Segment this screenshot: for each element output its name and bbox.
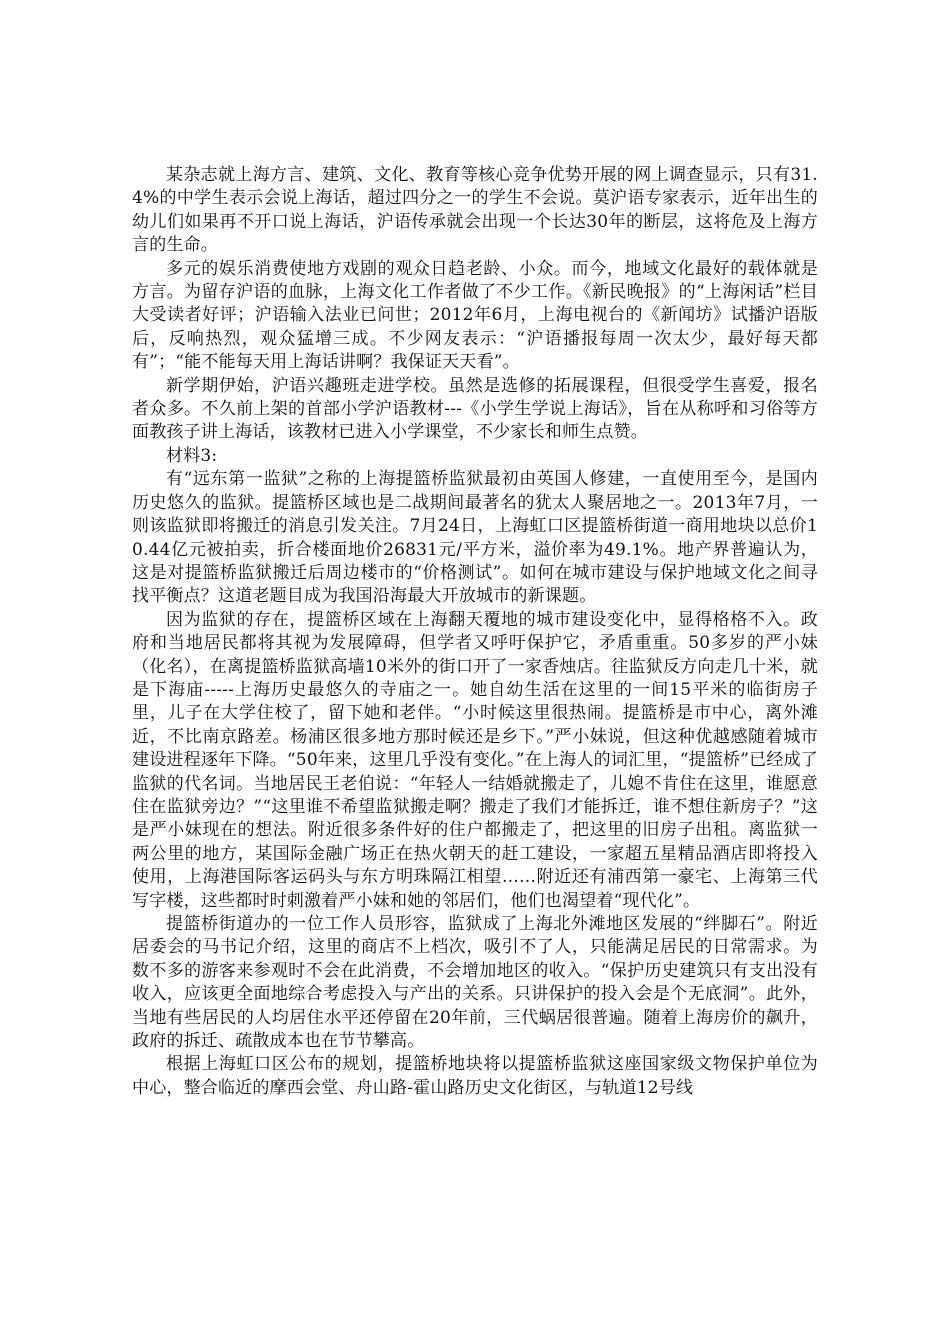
paragraph-school: 新学期伊始，沪语兴趣班走进学校。虽然是选修的拓展课程，但很受学生喜爱，报名者众多。不久前上架的首部小学沪语教材---《小学生学说上海话》，旨在从称呼和习俗等方面教孩子讲上海话，该教材已进入小学课堂，不少家长和师生点赞。 (132, 375, 818, 443)
material-label: 材料3: (166, 445, 218, 466)
paragraph-residents: 因为监狱的存在，提篮桥区域在上海翻天覆地的城市建设变化中，显得格格不入。政府和当地居民都将其视为发展障碍，但学者又呼吁保护它，矛盾重重。50多岁的严小妹（化名），在离提篮桥监狱高墙10米外的街口开了一家香烛店。往监狱反方向走几十米，就是下海庙-----上海历史最悠久的寺庙之一。她自幼生活在这里的一间15平米的临街房子里，儿子在大学住校了，留下她和老伴。“小时候这里很热闹。提篮桥是市中心，离外滩近，不比南京路差。杨浦区很多地方那时候还是乡下。”严小妹说，但这种优越感随着城市建设进程逐年下降。“50年来，这里几乎没有变化。”在上海人的词汇里，“提篮桥”已经成了监狱的代名词。当地居民王老伯说：“年轻人一结婚就搬走了，儿媳不肯住在这里，谁愿意住在监狱旁边？”“这里谁不希望监狱搬走啊？搬走了我们才能拆迁，谁不想住新房子？”这是严小妹现在的想法。附近很多条件好的住户都搬走了，把这里的旧房子出租。离监狱一两公里的地方，某国际金融广场正在热火朝天的赶工建设，一家超五星精品酒店即将投入使用，上海港国际客运码头与东方明珠隔江相望……附近还有浦西第一豪宅、上海第三代写字楼，这些都时时刺激着严小妹和她的邻居们，他们也渴望着“现代化”。 (132, 609, 818, 911)
paragraph-plan: 根据上海虹口区公布的规划，提篮桥地块将以提篮桥监狱这座国家级文物保护单位为中心，整合临近的摩西会堂、舟山路-霍山路历史文化街区，与轨道12号线 (132, 1054, 818, 1098)
paragraph-obstacle: 提篮桥街道办的一位工作人员形容，监狱成了上海北外滩地区发展的“绊脚石”。附近居委会的马书记介绍，这里的商店不上档次，吸引不了人，只能满足居民的日常需求。为数不多的游客来参观时不会在此消费，不会增加地区的收入。“保护历史建筑只有支出没有收入，应该更全面地综合考虑投入与产出的关系。只讲保护的投入会是个无底洞”。此外，当地有些居民的人均居住水平还停留在20年前，三代蜗居很普遍。随着上海房价的飙升，政府的拆迁、疏散成本也在节节攀高。 (132, 914, 818, 1052)
paragraph-entertainment: 多元的娱乐消费使地方戏剧的观众日趋老龄、小众。而今，地域文化最好的载体就是方言。为留存沪语的血脉，上海文化工作者做了不少工作。《新民晚报》的“上海闲话”栏目大受读者好评；沪语输入法业已问世；2012年6月，上海电视台的《新闻坊》试播沪语版后，反响热烈，观众猛增三成。不少网友表示：“沪语播报每周一次太少，最好每天都有”；“能不能每天用上海话讲啊？我保证天天看”。 (132, 258, 818, 373)
paragraph-survey: 某杂志就上海方言、建筑、文化、教育等核心竞争优势开展的网上调查显示，只有31.4%的中学生表示会说上海话，超过四分之一的学生不会说。莫沪语专家表示，近年出生的幼儿们如果再不开口说上海话，沪语传承就会出现一个长达30年的断层，这将危及上海方言的生命。 (132, 165, 818, 256)
paragraph-prison-intro: 有“远东第一监狱”之称的上海提篮桥监狱最初由英国人修建，一直使用至今，是国内历史悠久的监狱。提篮桥区域也是二战期间最著名的犹太人聚居地之一。2013年7月，一则该监狱即将搬迁的消息引发关注。7月24日，上海虹口区提篮桥街道一商用地块以总价10.44亿元被拍卖，折合楼面地价26831元/平方米，溢价率为49.1%。地产界普遍认为，这是对提篮桥监狱搬迁后周边楼市的“价格测试”。如何在城市建设与保护地域文化之间寻找平衡点？这道老题目成为我国沿海最大开放城市的新课题。 (132, 469, 818, 607)
document-body (132, 164, 818, 1100)
